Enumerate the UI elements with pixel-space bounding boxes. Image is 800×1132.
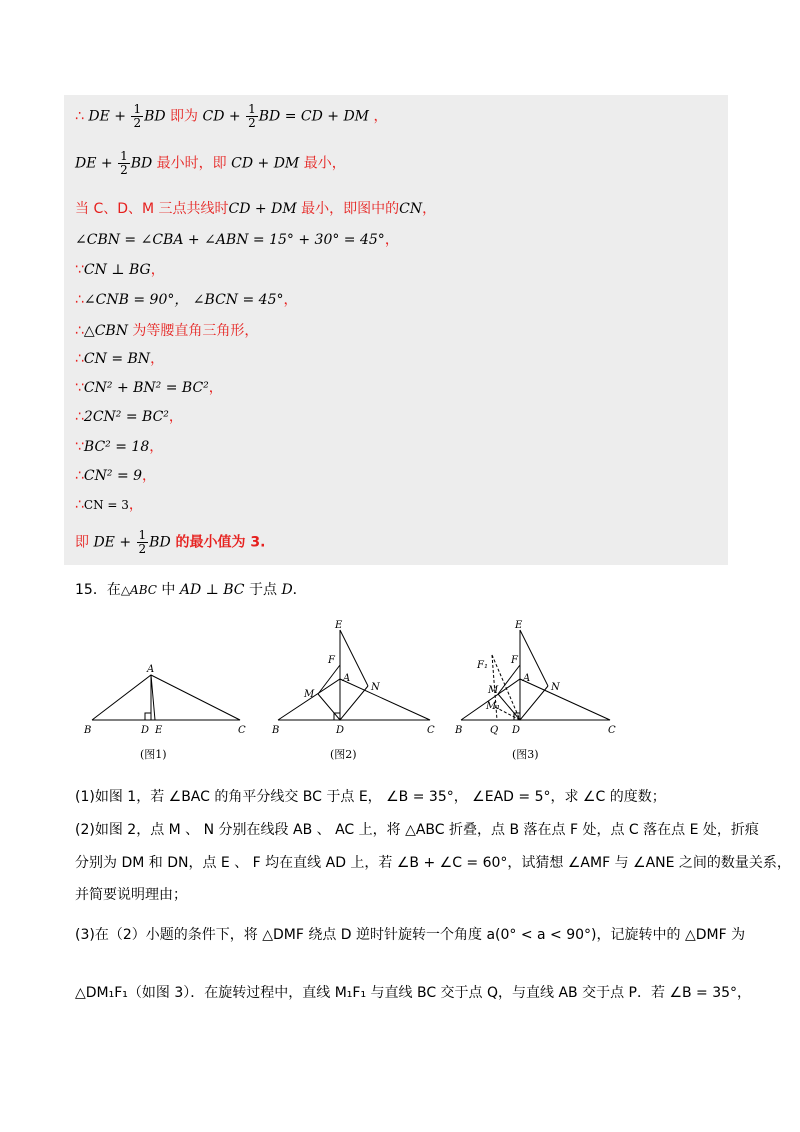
part-1: (1)如图 1，若 ∠BAC 的角平分线交 BC 于点 E， ∠B = 35°， ∠EAD = 5°，求 ∠C 的度数； <box>75 789 666 805</box>
fig2-label-E: E <box>335 620 343 631</box>
figures <box>0 615 800 785</box>
fig3-label-Q: Q <box>490 725 499 736</box>
solution-line-5: ∵CN ⊥ BG， <box>75 262 165 278</box>
part-2a: (2)如图 2，点 M 、 N 分别在线段 AB 、 AC 上，将 △ABC 折叠，点 B 落在点 F 处，点 C 落在点 E 处，折痕 <box>75 822 759 838</box>
fig2-label-D: D <box>336 725 345 736</box>
fig2-label-N: N <box>371 682 380 693</box>
solution-line-4: ∠CBN = ∠CBA + ∠ABN = 15° + 30° = 45°， <box>75 232 399 248</box>
fig2-label-F: F <box>328 655 335 666</box>
fig3-label-A: A <box>523 673 531 684</box>
fig2-caption: (图2) <box>330 748 357 761</box>
fig3-label-C: C <box>608 725 616 736</box>
part-3b: △DM₁F₁（如图 3）．在旋转过程中，直线 M₁F₁ 与直线 BC 交于点 Q，与直线 AB 交于点 P．若 ∠B = 35°， <box>75 985 752 1001</box>
fig2-label-C: C <box>427 725 435 736</box>
problem-stem: 15．在△ABC 中 AD ⊥ BC 于点 D． <box>75 582 307 598</box>
fig3-label-F1: F₁ <box>477 660 488 671</box>
solution-line-9: ∵CN² + BN² = BC²， <box>75 380 223 396</box>
solution-line-7: ∴△CBN 为等腰直角三角形， <box>75 323 259 339</box>
fig3-caption: (图3) <box>512 748 539 761</box>
fig2-label-M: M <box>304 689 315 700</box>
fig1-label-A: A <box>147 664 155 675</box>
fig1-label-C: C <box>238 725 246 736</box>
fig3-label-M1: M₁ <box>486 701 501 712</box>
solution-line-8: ∴CN = BN， <box>75 351 165 367</box>
part-2c: 并简要说明理由； <box>75 887 187 903</box>
solution-line-6: ∴∠CNB = 90°， ∠BCN = 45°， <box>75 292 298 308</box>
fig3-label-N: N <box>551 682 560 693</box>
fig1-label-B: B <box>84 725 92 736</box>
fig1-label-D: D <box>141 725 150 736</box>
solution-line-12: ∴CN² = 9， <box>75 468 157 484</box>
fig2-label-B: B <box>272 725 280 736</box>
fig3-label-E: E <box>515 620 523 631</box>
fig3-label-M: M <box>488 685 499 696</box>
solution-line-14: 即 DE + $\frac{1}{2}$ BD 的最小值为 3. <box>75 528 266 556</box>
fig3-label-D: D <box>512 725 521 736</box>
solution-line-2: DE + $\frac{1}{2}$ BD 最小时，即 CD + DM 最小， <box>75 149 346 177</box>
solution-line-13: ∴CN = 3， <box>75 497 143 513</box>
fig2-label-A: A <box>343 673 351 684</box>
solution-line-11: ∵BC² = 18， <box>75 439 164 455</box>
solution-line-10: ∴2CN² = BC²， <box>75 409 183 425</box>
fig1-caption: (图1) <box>140 748 167 761</box>
figure-3 <box>461 630 610 720</box>
part-2b: 分别为 DM 和 DN，点 E 、 F 均在直线 AD 上，若 ∠B + ∠C = 60°，试猜想 ∠AMF 与 ∠ANE 之间的数量关系， <box>75 855 791 871</box>
solution-line-1: ∴ DE + $\frac{1}{2}$ BD 即为 CD + $\frac{1}{2}$ BD = CD + DM ， <box>75 102 388 130</box>
figure-2 <box>278 630 430 720</box>
part-3a: (3)在（2）小题的条件下，将 △DMF 绕点 D 逆时针旋转一个角度 a(0° < a < 90°)，记旋转中的 △DMF 为 <box>75 927 746 943</box>
solution-line-3: 当 C、D、M 三点共线时CD + DM 最小，即图中的CN， <box>75 201 437 217</box>
fig3-label-F: F <box>511 655 518 666</box>
fig1-label-E: E <box>155 725 163 736</box>
fig3-label-B: B <box>455 725 463 736</box>
figure-1 <box>92 675 240 720</box>
